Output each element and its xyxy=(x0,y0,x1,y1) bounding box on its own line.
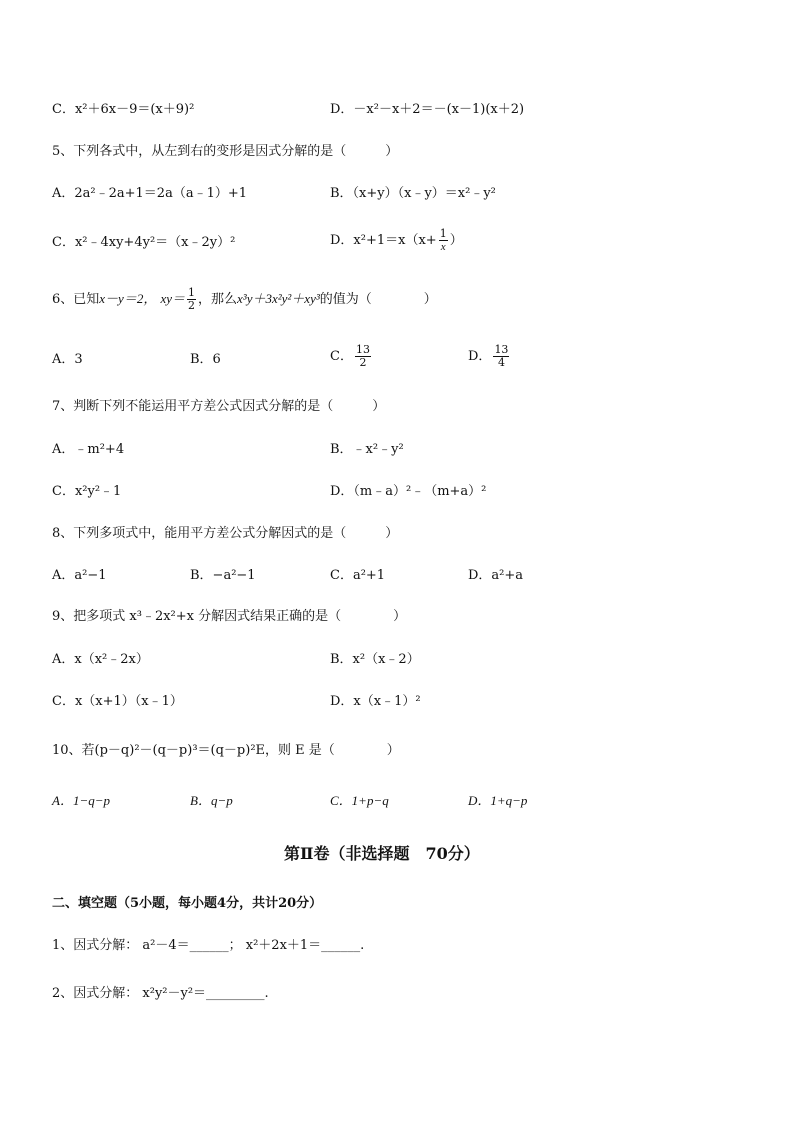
q7-stem: 7、判断下列不能运用平方差公式因式分解的是（ ） xyxy=(52,399,386,414)
q8-option-b: B．−a²−1 xyxy=(190,568,256,583)
q6-expression: x³y＋3x²y²＋xy³ xyxy=(237,291,320,306)
q6-option-d-prefix: D． xyxy=(468,349,492,364)
q9-option-a: A．x（x²﹣2x） xyxy=(52,652,149,667)
q7-option-c: C．x²y²﹣1 xyxy=(52,484,122,499)
fraction-numerator: 1 xyxy=(188,286,196,299)
q7-option-d: D．（m﹣a）²﹣（m+a）² xyxy=(330,484,487,499)
q6-condition-1: x－y＝2， xyxy=(99,291,157,306)
q9-option-b: B．x²（x﹣2） xyxy=(330,652,420,667)
q5-option-d-fraction xyxy=(439,228,448,253)
q10-option-d: D．1+q−p xyxy=(468,793,528,808)
q9-stem: 9、把多项式 x³﹣2x²+x 分解因式结果正确的是（ ） xyxy=(52,609,407,624)
q5-option-d xyxy=(330,228,463,254)
fraction-denominator: x xyxy=(440,241,446,253)
fill-q1: 1、因式分解： a²－4＝______； x²＋2x＋1＝______. xyxy=(52,938,365,953)
fraction-denominator: 2 xyxy=(359,356,367,369)
fraction-numerator: 1 xyxy=(439,227,447,240)
q7-option-b: B．﹣x²﹣y² xyxy=(330,442,404,457)
q6-stem xyxy=(52,285,437,314)
q6-then: ，那么 xyxy=(198,292,238,307)
q6-option-d-fraction xyxy=(493,344,509,369)
q6-option-b: B．6 xyxy=(190,352,221,367)
q9-option-d: D．x（x﹣1）² xyxy=(330,694,421,709)
q5-option-c: C．x²﹣4xy+4y²＝（x﹣2y）² xyxy=(52,235,236,250)
q6-option-c-fraction xyxy=(355,344,371,369)
fraction-denominator: 2 xyxy=(188,299,196,312)
q10-option-b: B．q−p xyxy=(190,793,233,808)
q9-option-c: C．x（x+1）（x﹣1） xyxy=(52,694,183,709)
q8-option-d: D．a²+a xyxy=(468,568,524,583)
q6-condition-2: xy＝ xyxy=(160,291,186,306)
q6-stem-prefix: 6、已知 xyxy=(52,292,100,307)
q5-option-b: B．（x+y）（x﹣y）＝x²﹣y² xyxy=(330,186,496,201)
q10-stem: 10、若(p－q)²－(q－p)³＝(q－p)²E，则 E 是（ ） xyxy=(52,743,400,758)
q6-option-c-prefix: C． xyxy=(330,349,353,364)
q8-option-a: A．a²−1 xyxy=(52,568,107,583)
section-subtitle: 二、填空题（5小题，每小题4分，共计20分） xyxy=(52,896,323,911)
fill-q2: 2、因式分解： x²y²－y²＝_________. xyxy=(52,986,269,1001)
q4-option-d: D．－x²－x＋2＝－(x－1)(x＋2) xyxy=(330,102,525,117)
q10-option-a: A．1−q−p xyxy=(52,793,110,808)
q7-option-a: A．﹣m²+4 xyxy=(52,442,125,457)
fraction-numerator: 13 xyxy=(494,343,509,356)
q5-stem: 5、下列各式中，从左到右的变形是因式分解的是（ ） xyxy=(52,144,399,159)
q6-fraction xyxy=(187,287,196,312)
q6-option-a: A．3 xyxy=(52,352,83,367)
q10-option-c: C．1+p−q xyxy=(330,793,389,808)
q6-stem-suffix: 的值为（ ） xyxy=(319,292,437,307)
q6-option-c xyxy=(330,343,373,371)
q4-option-c: C．x²＋6x－9＝(x＋9)² xyxy=(52,102,195,117)
q5-option-d-suffix: ） xyxy=(449,233,463,248)
section-title: 第Ⅱ卷（非选择题 70分） xyxy=(284,844,480,863)
q6-option-d xyxy=(468,343,511,371)
q8-stem: 8、下列多项式中，能用平方差公式分解因式的是（ ） xyxy=(52,526,399,541)
q5-option-a: A．2a²﹣2a+1＝2a（a﹣1）+1 xyxy=(52,186,248,201)
fraction-denominator: 4 xyxy=(497,356,505,369)
fraction-numerator: 13 xyxy=(355,343,370,356)
q8-option-c: C．a²+1 xyxy=(330,568,386,583)
q5-option-d-prefix: D．x²+1＝x（x+ xyxy=(330,233,437,248)
